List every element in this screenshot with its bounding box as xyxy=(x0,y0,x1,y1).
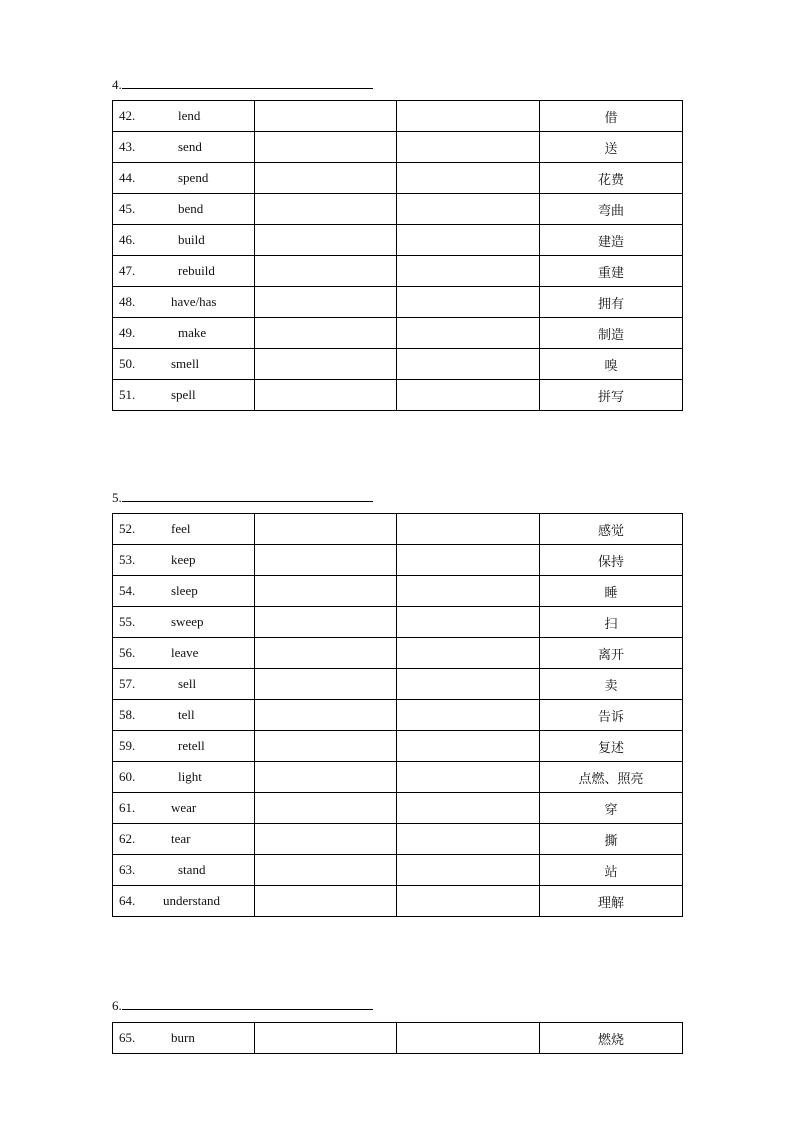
past-participle-blank[interactable] xyxy=(397,576,540,607)
verb-word: light xyxy=(178,769,202,784)
meaning-cell: 弯曲 xyxy=(540,194,683,225)
meaning-cell: 理解 xyxy=(540,886,683,917)
word-cell xyxy=(113,163,255,194)
past-tense-blank[interactable] xyxy=(255,1023,397,1054)
past-tense-blank[interactable] xyxy=(255,194,397,225)
row-number: 60. xyxy=(119,769,136,784)
past-tense-blank[interactable] xyxy=(255,318,397,349)
row-number: 62. xyxy=(119,831,136,846)
past-tense-blank[interactable] xyxy=(255,101,397,132)
row-number: 64. xyxy=(119,893,136,908)
verb-word: build xyxy=(178,232,205,247)
past-participle-blank[interactable] xyxy=(397,318,540,349)
verb-word: stand xyxy=(178,862,206,877)
table-row xyxy=(113,380,683,411)
past-participle-blank[interactable] xyxy=(397,762,540,793)
table-row xyxy=(113,194,683,225)
row-number: 47. xyxy=(119,263,136,278)
past-tense-blank[interactable] xyxy=(255,380,397,411)
meaning-cell: 告诉 xyxy=(540,700,683,731)
past-participle-blank[interactable] xyxy=(397,607,540,638)
past-participle-blank[interactable] xyxy=(397,514,540,545)
table-row xyxy=(113,576,683,607)
verb-word: sweep xyxy=(171,614,204,629)
past-tense-blank[interactable] xyxy=(255,514,397,545)
meaning-cell: 复述 xyxy=(540,731,683,762)
table-row xyxy=(113,638,683,669)
table-row xyxy=(113,731,683,762)
past-tense-blank[interactable] xyxy=(255,607,397,638)
row-number: 56. xyxy=(119,645,136,660)
section-heading xyxy=(112,77,373,93)
verb-word: tell xyxy=(178,707,195,722)
past-participle-blank[interactable] xyxy=(397,669,540,700)
table-row xyxy=(113,225,683,256)
row-number: 54. xyxy=(119,583,136,598)
past-participle-blank[interactable] xyxy=(397,101,540,132)
vocab-table xyxy=(112,513,683,917)
past-participle-blank[interactable] xyxy=(397,638,540,669)
row-number: 55. xyxy=(119,614,136,629)
heading-blank-line[interactable] xyxy=(122,77,373,89)
word-cell xyxy=(113,132,255,163)
word-cell xyxy=(113,824,255,855)
table-row xyxy=(113,855,683,886)
past-participle-blank[interactable] xyxy=(397,163,540,194)
word-cell xyxy=(113,225,255,256)
row-number: 57. xyxy=(119,676,136,691)
past-participle-blank[interactable] xyxy=(397,545,540,576)
meaning-cell: 拥有 xyxy=(540,287,683,318)
row-number: 45. xyxy=(119,201,136,216)
meaning-cell: 离开 xyxy=(540,638,683,669)
meaning-cell: 保持 xyxy=(540,545,683,576)
word-cell xyxy=(113,607,255,638)
verb-word: burn xyxy=(171,1030,195,1045)
verb-word: keep xyxy=(171,552,196,567)
table-row xyxy=(113,349,683,380)
verb-word: bend xyxy=(178,201,204,216)
word-cell xyxy=(113,101,255,132)
word-cell xyxy=(113,1023,255,1054)
table-row xyxy=(113,287,683,318)
past-participle-blank[interactable] xyxy=(397,132,540,163)
meaning-cell: 借 xyxy=(540,101,683,132)
meaning-cell: 扫 xyxy=(540,607,683,638)
table-row xyxy=(113,1023,683,1054)
table-row xyxy=(113,101,683,132)
verb-word: lend xyxy=(178,108,201,123)
table-row xyxy=(113,514,683,545)
past-tense-blank[interactable] xyxy=(255,793,397,824)
row-number: 61. xyxy=(119,800,136,815)
row-number: 43. xyxy=(119,139,136,154)
row-number: 52. xyxy=(119,521,136,536)
past-tense-blank[interactable] xyxy=(255,256,397,287)
past-participle-blank[interactable] xyxy=(397,824,540,855)
verb-word: feel xyxy=(171,521,191,536)
past-participle-blank[interactable] xyxy=(397,793,540,824)
past-tense-blank[interactable] xyxy=(255,349,397,380)
row-number: 42. xyxy=(119,108,136,123)
meaning-cell: 穿 xyxy=(540,793,683,824)
past-participle-blank[interactable] xyxy=(397,886,540,917)
meaning-cell: 建造 xyxy=(540,225,683,256)
row-number: 48. xyxy=(119,294,136,309)
past-participle-blank[interactable] xyxy=(397,700,540,731)
table-row xyxy=(113,824,683,855)
meaning-cell: 站 xyxy=(540,855,683,886)
row-number: 53. xyxy=(119,552,136,567)
heading-blank-line[interactable] xyxy=(122,490,373,502)
row-number: 63. xyxy=(119,862,136,877)
meaning-cell: 撕 xyxy=(540,824,683,855)
meaning-cell: 送 xyxy=(540,132,683,163)
past-tense-blank[interactable] xyxy=(255,700,397,731)
verb-word: make xyxy=(178,325,207,340)
verb-word: wear xyxy=(171,800,197,815)
past-tense-blank[interactable] xyxy=(255,163,397,194)
past-tense-blank[interactable] xyxy=(255,132,397,163)
row-number: 46. xyxy=(119,232,136,247)
word-cell xyxy=(113,380,255,411)
past-tense-blank[interactable] xyxy=(255,669,397,700)
past-tense-blank[interactable] xyxy=(255,824,397,855)
row-number: 65. xyxy=(119,1030,136,1045)
verb-word: leave xyxy=(171,645,199,660)
past-participle-blank[interactable] xyxy=(397,225,540,256)
word-cell xyxy=(113,700,255,731)
meaning-cell: 花费 xyxy=(540,163,683,194)
row-number: 58. xyxy=(119,707,136,722)
meaning-cell: 制造 xyxy=(540,318,683,349)
meaning-cell: 燃烧 xyxy=(540,1023,683,1054)
heading-blank-line[interactable] xyxy=(122,998,373,1010)
past-participle-blank[interactable] xyxy=(397,731,540,762)
section-number: 4. xyxy=(112,77,122,92)
verb-word: send xyxy=(178,139,202,154)
past-tense-blank[interactable] xyxy=(255,287,397,318)
table-row xyxy=(113,669,683,700)
word-cell xyxy=(113,318,255,349)
word-cell xyxy=(113,349,255,380)
table-row xyxy=(113,163,683,194)
section-heading xyxy=(112,998,373,1014)
section-number: 5. xyxy=(112,490,122,505)
word-cell xyxy=(113,545,255,576)
word-cell xyxy=(113,287,255,318)
table-row xyxy=(113,256,683,287)
word-cell xyxy=(113,514,255,545)
past-participle-blank[interactable] xyxy=(397,349,540,380)
table-row xyxy=(113,793,683,824)
verb-word: retell xyxy=(178,738,205,753)
past-participle-blank[interactable] xyxy=(397,380,540,411)
past-participle-blank[interactable] xyxy=(397,855,540,886)
row-number: 51. xyxy=(119,387,136,402)
verb-word: sell xyxy=(178,676,197,691)
word-cell xyxy=(113,194,255,225)
section-heading xyxy=(112,490,373,506)
table-row xyxy=(113,762,683,793)
word-cell xyxy=(113,886,255,917)
table-row xyxy=(113,886,683,917)
past-tense-blank[interactable] xyxy=(255,638,397,669)
verb-word: sleep xyxy=(171,583,198,598)
verb-word: tear xyxy=(171,831,191,846)
word-cell xyxy=(113,793,255,824)
verb-word: understand xyxy=(163,893,221,908)
word-cell xyxy=(113,256,255,287)
word-cell xyxy=(113,855,255,886)
past-tense-blank[interactable] xyxy=(255,576,397,607)
word-cell xyxy=(113,576,255,607)
past-tense-blank[interactable] xyxy=(255,225,397,256)
vocab-table xyxy=(112,1022,683,1054)
meaning-cell: 卖 xyxy=(540,669,683,700)
row-number: 44. xyxy=(119,170,136,185)
meaning-cell: 点燃、照亮 xyxy=(540,762,683,793)
word-cell xyxy=(113,638,255,669)
word-cell xyxy=(113,669,255,700)
meaning-cell: 感觉 xyxy=(540,514,683,545)
table-row xyxy=(113,545,683,576)
meaning-cell: 拼写 xyxy=(540,380,683,411)
table-row xyxy=(113,607,683,638)
row-number: 59. xyxy=(119,738,136,753)
verb-word: spell xyxy=(171,387,196,402)
past-participle-blank[interactable] xyxy=(397,287,540,318)
meaning-cell: 睡 xyxy=(540,576,683,607)
verb-word: smell xyxy=(171,356,200,371)
meaning-cell: 重建 xyxy=(540,256,683,287)
row-number: 49. xyxy=(119,325,136,340)
table-row xyxy=(113,700,683,731)
row-number: 50. xyxy=(119,356,136,371)
past-participle-blank[interactable] xyxy=(397,256,540,287)
verb-word: have/has xyxy=(171,294,217,309)
vocab-table xyxy=(112,100,683,411)
table-row xyxy=(113,318,683,349)
word-cell xyxy=(113,762,255,793)
past-tense-blank[interactable] xyxy=(255,762,397,793)
past-tense-blank[interactable] xyxy=(255,545,397,576)
past-tense-blank[interactable] xyxy=(255,731,397,762)
past-tense-blank[interactable] xyxy=(255,886,397,917)
verb-word: rebuild xyxy=(178,263,215,278)
meaning-cell: 嗅 xyxy=(540,349,683,380)
section-number: 6. xyxy=(112,998,122,1013)
verb-word: spend xyxy=(178,170,209,185)
past-participle-blank[interactable] xyxy=(397,194,540,225)
table-row xyxy=(113,132,683,163)
past-participle-blank[interactable] xyxy=(397,1023,540,1054)
past-tense-blank[interactable] xyxy=(255,855,397,886)
word-cell xyxy=(113,731,255,762)
